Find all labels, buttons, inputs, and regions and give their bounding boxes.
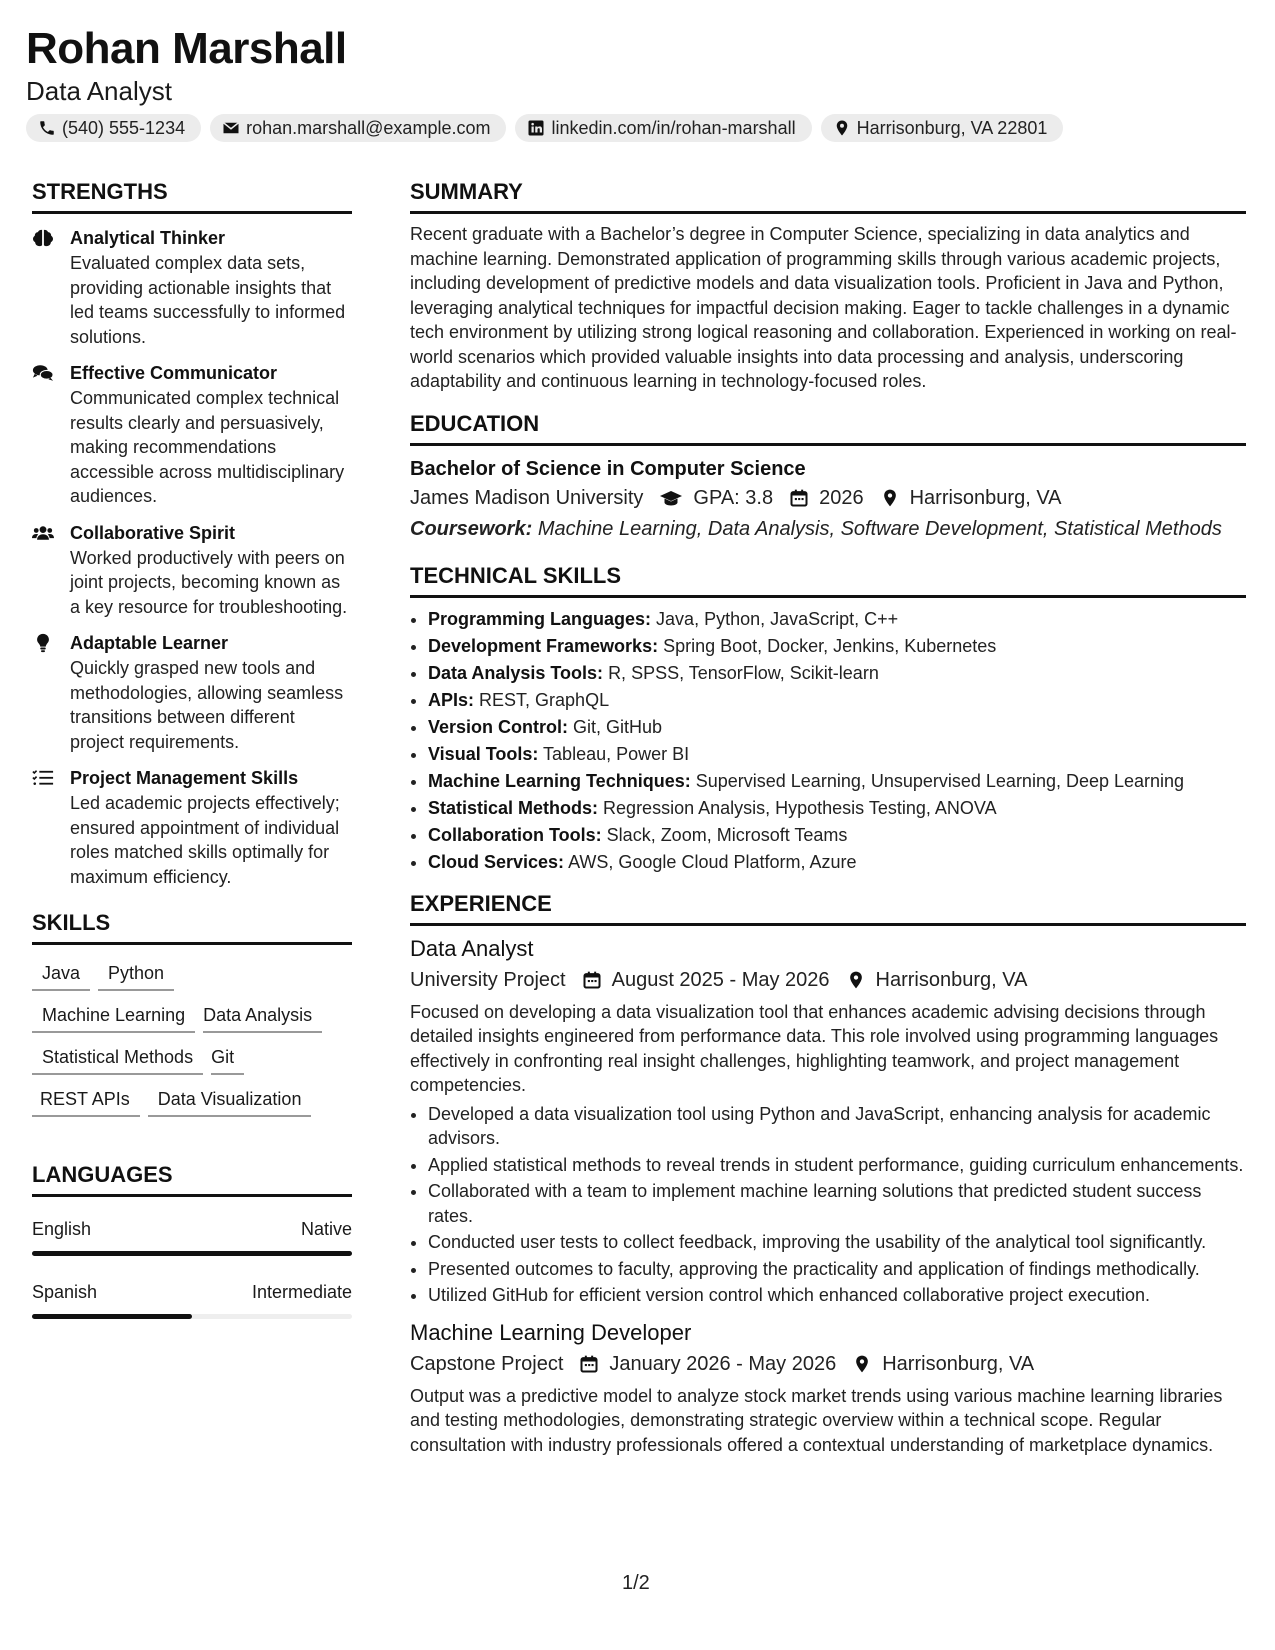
education-degree: Bachelor of Science in Computer Science — [410, 457, 806, 480]
skills-list — [32, 959, 352, 1117]
job-dates: August 2025 - May 2026 — [611, 968, 830, 991]
coursework-label: Coursework: — [410, 517, 533, 540]
education-location: Harrisonburg, VA — [909, 486, 1062, 509]
experience-item — [410, 1318, 1246, 1458]
experience-item — [410, 934, 1246, 1308]
right-column — [410, 178, 1246, 1457]
strength-title: Effective Communicator — [70, 363, 278, 383]
task-list-icon — [32, 768, 54, 788]
job-dates: January 2026 - May 2026 — [609, 1352, 837, 1375]
strengths-heading: STRENGTHS — [32, 178, 352, 214]
summary-heading: SUMMARY — [410, 178, 1246, 214]
job-meta — [410, 1348, 1246, 1380]
skill-tag: Git — [211, 1043, 244, 1075]
job-description: Focused on developing a data visualization tool that enhances academic advising decisions through detailed insights engineered from performance data. This role involved using programming languages effectively in confronting real insight challenges, highlighting teamwork, and project management competencies. — [410, 1001, 1219, 1095]
list-item: • Statistical Methods: Regression Analysis, Hypothesis Testing, ANOVA — [428, 795, 1246, 822]
language-name: English — [32, 1219, 92, 1239]
contact-location — [821, 114, 1064, 142]
strength-item — [32, 766, 352, 889]
contact-phone[interactable] — [26, 114, 201, 142]
language-level: Intermediate — [251, 1282, 352, 1302]
strength-item — [32, 361, 352, 509]
calendar-icon — [579, 1354, 599, 1374]
list-item: • Applied statistical methods to reveal trends in student performance, guiding curriculum enhancements. — [428, 1153, 1246, 1178]
skill-tag: Java — [32, 959, 90, 991]
technical-skills-heading: TECHNICAL SKILLS — [410, 562, 1246, 598]
map-pin-icon — [880, 488, 900, 508]
strength-title: Adaptable Learner — [70, 633, 229, 653]
language-item — [32, 1217, 352, 1256]
language-proficiency-fill — [32, 1314, 192, 1319]
strength-title: Analytical Thinker — [70, 228, 226, 248]
map-pin-icon — [852, 1354, 872, 1374]
contact-email[interactable] — [210, 114, 506, 142]
education-meta — [410, 482, 1246, 514]
page-number: 1/2 — [622, 1572, 650, 1594]
contact-linkedin-text: linkedin.com/in/rohan-marshall — [551, 117, 796, 138]
list-item: • Collaboration Tools: Slack, Zoom, Microsoft Teams — [428, 822, 1246, 849]
strength-item — [32, 631, 352, 754]
list-item: • Utilized GitHub for efficient version control which enhanced collaborative project execution. — [428, 1283, 1246, 1308]
education-heading: EDUCATION — [410, 410, 1246, 446]
job-org: University Project — [410, 968, 566, 991]
list-item: • Data Analysis Tools: R, SPSS, TensorFlow, Scikit-learn — [428, 660, 1246, 687]
job-location: Harrisonburg, VA — [875, 968, 1028, 991]
skill-tag: REST APIs — [32, 1085, 140, 1117]
job-title: Machine Learning Developer — [410, 1319, 692, 1345]
language-proficiency-fill — [32, 1251, 352, 1256]
job-title: Data Analyst — [410, 935, 534, 961]
skill-tag: Data Analysis — [203, 1001, 322, 1033]
candidate-role: Data Analyst — [26, 76, 172, 106]
strength-description: Quickly grasped new tools and methodologies, allowing seamless transitions between different project requirements. — [70, 658, 344, 752]
strength-item — [32, 226, 352, 349]
strength-description: Communicated complex technical results clearly and persuasively, making recommendations accessible across multidisciplinary audiences. — [70, 388, 345, 506]
strength-description: Led academic projects effectively; ensured appointment of individual roles matched skills optimally for maximum efficiency. — [70, 793, 340, 887]
job-location: Harrisonburg, VA — [882, 1352, 1035, 1375]
contact-linkedin[interactable] — [515, 114, 811, 142]
language-item — [32, 1280, 352, 1319]
calendar-icon — [789, 488, 809, 508]
education-gpa: GPA: 3.8 — [693, 486, 774, 509]
skill-tag: Machine Learning — [32, 1001, 195, 1033]
list-item: • Collaborated with a team to implement machine learning solutions that predicted student success rates. — [428, 1179, 1246, 1228]
list-item: • Developed a data visualization tool using Python and JavaScript, enhancing analysis for academic advisors. — [428, 1102, 1246, 1151]
strength-description: Worked productively with peers on joint projects, becoming known as a key resource for troubleshooting. — [70, 547, 348, 617]
list-item: • Cloud Services: AWS, Google Cloud Platform, Azure — [428, 849, 1246, 876]
list-item: • Presented outcomes to faculty, approving the practicality and application of findings methodically. — [428, 1257, 1246, 1282]
candidate-name: Rohan Marshall — [26, 24, 347, 73]
list-item: • Development Frameworks: Spring Boot, Docker, Jenkins, Kubernetes — [428, 633, 1246, 660]
contact-email-text: rohan.marshall@example.com — [246, 117, 491, 138]
linkedin-icon — [527, 119, 545, 137]
list-item: • Visual Tools: Tableau, Power BI — [428, 741, 1246, 768]
skill-tag: Data Visualization — [148, 1085, 312, 1117]
brain-icon — [32, 228, 54, 248]
comments-icon — [32, 363, 54, 383]
strength-title: Project Management Skills — [70, 768, 299, 788]
language-name: Spanish — [32, 1282, 98, 1302]
technical-skills-list — [410, 606, 1246, 876]
map-pin-icon — [833, 119, 851, 137]
job-bullets — [410, 1102, 1246, 1308]
job-description: Output was a predictive model to analyze stock market trends using various machine learning libraries and testing methodologies, demonstrating strategic overview within a technical scope. Regular consultation with industry professionals offered a contextual understanding of marketplace dynamics. — [410, 1385, 1223, 1455]
language-level: Native — [300, 1219, 352, 1239]
education-coursework — [410, 514, 1246, 544]
list-item: • Version Control: Git, GitHub — [428, 714, 1246, 741]
map-pin-icon — [846, 970, 866, 990]
education-year: 2026 — [819, 486, 864, 509]
list-item: • APIs: REST, GraphQL — [428, 687, 1246, 714]
job-org: Capstone Project — [410, 1352, 564, 1375]
skill-tag: Statistical Methods — [32, 1043, 203, 1075]
list-item: • Conducted user tests to collect feedback, improving the usability of the analytical tool significantly. — [428, 1230, 1246, 1255]
experience-heading: EXPERIENCE — [410, 890, 1246, 926]
left-column — [32, 178, 352, 1319]
contact-location-text: Harrisonburg, VA 22801 — [856, 117, 1048, 138]
summary-text: Recent graduate with a Bachelor’s degree in Computer Science, specializing in data analytics and machine learning. Demonstrated application of programming skills through various academic projects, including development of predictive models and data visualization tools. Proficient in Java and Python, leveraging analytical techniques for impactful decision making. Eager to tackle challenges in a dynamic tech environment by utilizing strong logical reasoning and collaboration. Experienced in working on real-world scenarios which provided valuable insights into data processing and analysis, underscoring adaptability and continuous learning in technology-focused roles. — [410, 224, 1237, 391]
envelope-icon — [222, 119, 240, 137]
strength-title: Collaborative Spirit — [70, 522, 236, 543]
lightbulb-icon — [32, 633, 54, 653]
skills-heading: SKILLS — [32, 909, 352, 945]
languages-heading: LANGUAGES — [32, 1161, 352, 1197]
list-item: • Machine Learning Techniques: Supervised Learning, Unsupervised Learning, Deep Learning — [428, 768, 1246, 795]
list-item: • Programming Languages: Java, Python, JavaScript, C++ — [428, 606, 1246, 633]
phone-icon — [38, 119, 56, 137]
users-icon — [32, 523, 54, 543]
contact-phone-text: (540) 555-1234 — [62, 117, 186, 138]
language-proficiency-bar — [32, 1314, 352, 1319]
strength-description: Evaluated complex data sets, providing actionable insights that led teams successfully to informed solutions. — [70, 253, 346, 347]
contact-list — [26, 114, 1063, 142]
graduation-cap-icon — [659, 488, 683, 508]
language-proficiency-bar — [32, 1251, 352, 1256]
resume-header — [26, 22, 1063, 142]
skill-tag: Python — [98, 959, 174, 991]
strength-item — [32, 521, 352, 620]
job-meta — [410, 964, 1246, 996]
calendar-icon — [582, 970, 602, 990]
education-school: James Madison University — [410, 486, 644, 509]
coursework-list: Machine Learning, Data Analysis, Software Development, Statistical Methods — [537, 517, 1222, 540]
